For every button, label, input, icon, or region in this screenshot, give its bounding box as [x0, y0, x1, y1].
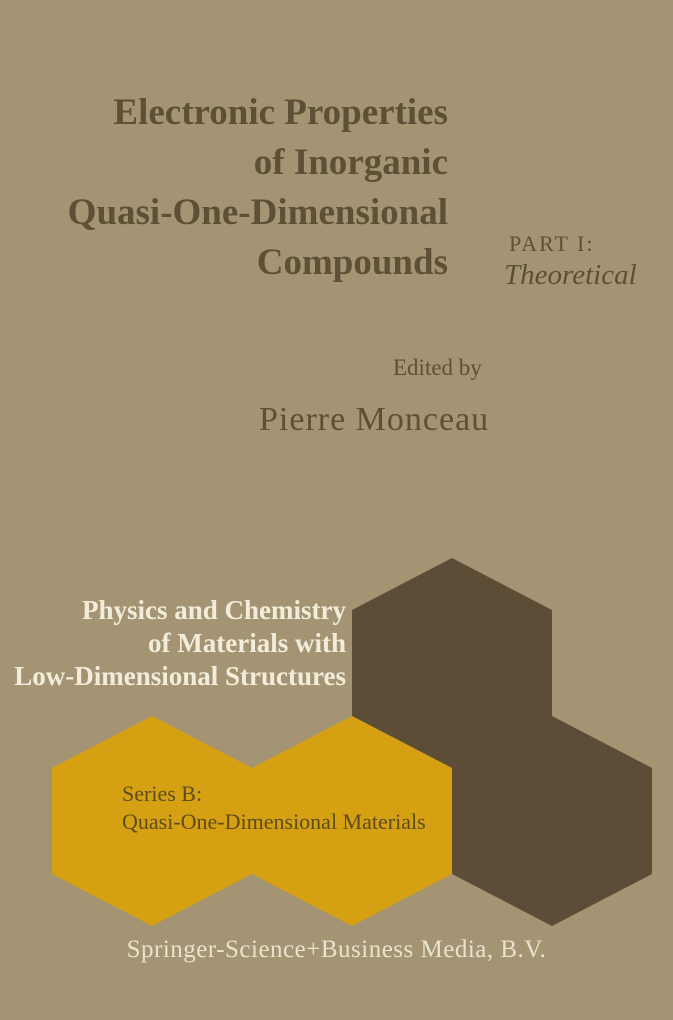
series-title-line-2: of Materials with — [148, 628, 346, 658]
book-title-line-3: Quasi-One-Dimensional — [67, 192, 448, 233]
series-b-block — [122, 780, 426, 836]
series-b-name: Quasi-One-Dimensional Materials — [122, 809, 426, 834]
part-subtitle: Theoretical — [504, 259, 637, 291]
editor-name: Pierre Monceau — [259, 401, 490, 438]
book-title-line-4: Compounds — [256, 242, 448, 283]
book-title-line-1: Electronic Properties — [113, 92, 448, 133]
book-title — [68, 88, 448, 288]
publisher-imprint: Springer-Science+Business Media, B.V. — [126, 936, 547, 963]
series-b-label: Series B: — [122, 781, 203, 806]
series-title — [14, 594, 346, 693]
series-title-line-3: Low-Dimensional Structures — [14, 661, 346, 691]
series-title-line-1: Physics and Chemistry — [81, 595, 346, 625]
part-label: PART I: — [509, 231, 595, 256]
book-title-line-2: of Inorganic — [253, 142, 448, 183]
edited-by-label: Edited by — [393, 355, 482, 380]
